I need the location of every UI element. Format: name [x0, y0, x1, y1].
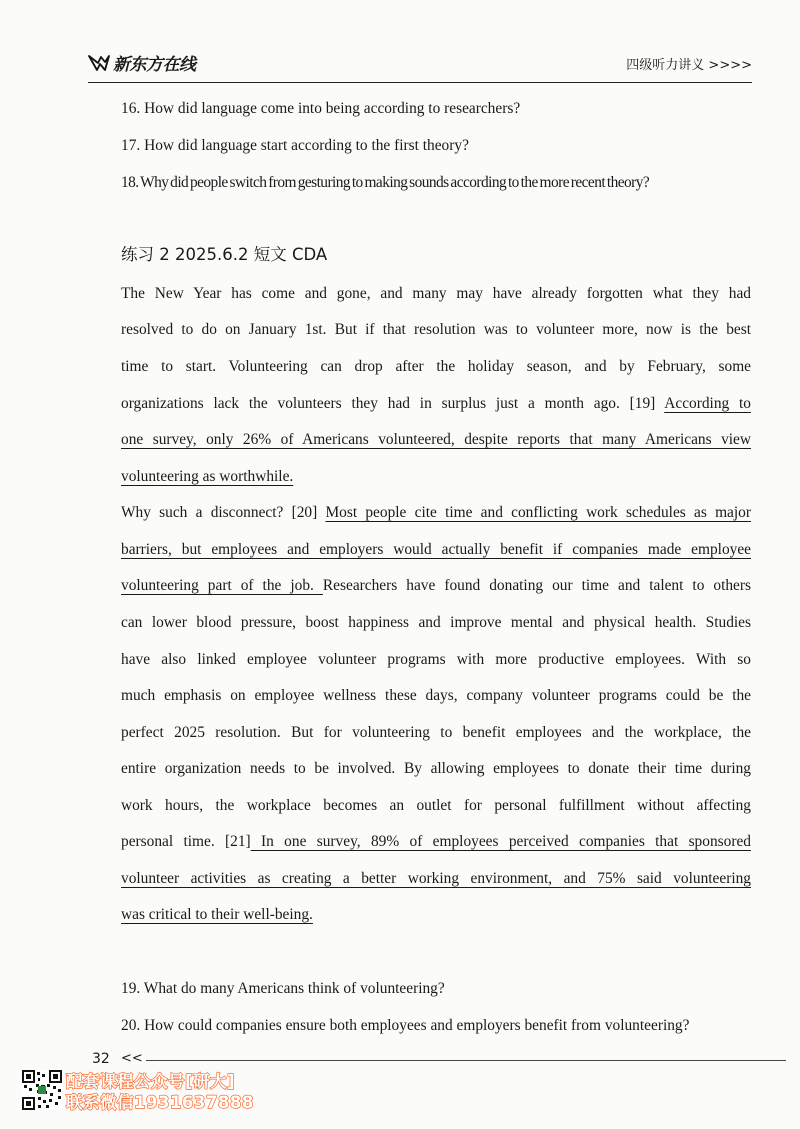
answer-20-line-3: volunteering part of the job.: [121, 577, 323, 594]
answer-19-line-3: volunteering as worthwhile.: [121, 468, 294, 485]
passage-line-9: [121, 576, 751, 596]
page-number: 32: [92, 1051, 110, 1067]
header-divider: [88, 82, 752, 83]
passage-line-2: resolved to do on January 1st. But if that resolution was to volunteer more, now is the best: [121, 321, 751, 338]
brand-logo: [88, 50, 196, 75]
brand-name: 新东方在线: [113, 55, 196, 75]
passage-text: organizations lack the volunteers they had in surplus just a month ago. [19]: [121, 395, 665, 412]
passage-line-7: [121, 503, 751, 523]
brand-logo-icon: [88, 54, 110, 72]
passage-line-1: The New Year has come and gone, and many may have already forgotten what they had: [121, 285, 751, 302]
answer-21-line-3: was critical to their well-being.: [121, 906, 313, 923]
answer-19-line-2: one survey, only 26% of Americans volunteered, despite reports that many Americans view: [121, 431, 751, 448]
answer-19-underline: According to: [664, 395, 751, 412]
answer-21-underline: In one survey, 89% of employees perceived companies that sponsored: [250, 833, 751, 850]
passage-line-14: entire organization needs to be involved. By allowing employees to donate their time during: [121, 760, 751, 777]
passage-line-11: have also linked employee volunteer programs with more productive employees. With so: [121, 651, 751, 668]
passage-line-6: [121, 467, 751, 487]
question-18: 18. Why did people switch from gesturing to making sounds according to the more recent theory?: [121, 174, 650, 191]
passage-text: Researchers have found donating our time and talent to others: [322, 577, 752, 594]
answer-20-underline: Most people cite time and conflicting work schedules as major: [325, 504, 751, 521]
promo-line-1: 配套课程公众号[研大]: [66, 1072, 236, 1091]
question-19: 19. What do many Americans think of volunteering?: [121, 980, 445, 997]
answer-21-line-2: volunteer activities as creating a better working environment, and 75% said volunteering: [121, 870, 751, 887]
section-title: 练习 2 2025.6.2 短文 CDA: [121, 245, 328, 264]
answer-20-line-2: barriers, but employees and employers would actually benefit if companies made employee: [121, 541, 751, 558]
passage-line-10: can lower blood pressure, boost happiness and improve mental and physical health. Studies: [121, 614, 751, 631]
passage-line-15: work hours, the workplace becomes an outlet for personal fulfillment without affecting: [121, 797, 751, 814]
passage-text: Why such a disconnect? [20]: [121, 504, 326, 521]
footer-divider: [146, 1060, 786, 1061]
passage-line-12: much emphasis on employee wellness these days, company volunteer programs could be the: [121, 687, 751, 704]
question-16: 16. How did language come into being according to researchers?: [121, 100, 521, 117]
page-header: [88, 46, 752, 82]
passage-line-3: time to start. Volunteering can drop after the holiday season, and by February, some: [121, 358, 751, 375]
question-17: 17. How did language start according to the first theory?: [121, 137, 469, 154]
footer-arrows: <<: [121, 1051, 143, 1066]
qr-code-icon: [22, 1070, 62, 1110]
passage-line-13: perfect 2025 resolution. But for volunteering to benefit employees and the workplace, the: [121, 724, 751, 741]
passage-line-4: [121, 394, 751, 414]
passage-line-16: [121, 832, 751, 852]
passage-text: personal time. [21]: [121, 833, 251, 850]
promo-line-2: 联系微信1931637888: [66, 1093, 254, 1112]
passage-line-18: [121, 905, 751, 925]
header-course-title: 四级听力讲义 >>>>: [626, 58, 752, 73]
question-20: 20. How could companies ensure both employees and employers benefit from volunteering?: [121, 1017, 690, 1034]
